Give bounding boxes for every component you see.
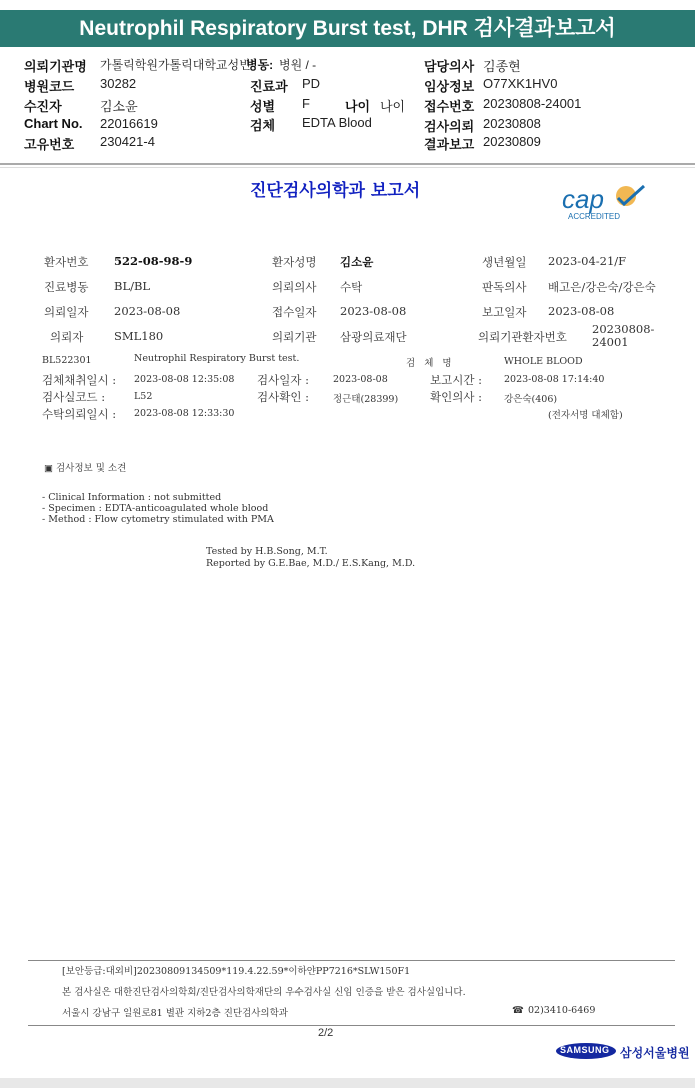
hospital-value: 가톨릭학원가톨릭대학교성빈 xyxy=(100,58,251,72)
patient-value: 김소윤 xyxy=(100,99,138,114)
cap-accredited-text: ACCREDITED xyxy=(568,212,621,221)
specimen-value: EDTA Blood xyxy=(302,115,372,130)
section-title: ▣ 검사정보 및 소견 xyxy=(44,463,127,474)
note-line: - Specimen : EDTA-anticoagulated whole blood xyxy=(42,503,269,514)
patient-label: 수진자 xyxy=(24,99,62,114)
reported-by: Reported by G.E.Bae, M.D./ E.S.Kang, M.D. xyxy=(206,558,416,569)
tested-by: Tested by H.B.Song, M.T. xyxy=(206,546,328,557)
grid-value: 2023-08-08 xyxy=(114,304,181,318)
test-code: BL522301 xyxy=(42,355,92,366)
chart-value: 22016619 xyxy=(100,116,158,131)
report-time-value: 2023-08-08 17:14:40 xyxy=(504,374,605,385)
bottom-bar xyxy=(0,1078,695,1088)
grid-value: BL/BL xyxy=(114,279,151,293)
grid-value: 522-08-98-9 xyxy=(114,254,193,268)
phone-number: 02)3410-6469 xyxy=(528,1005,596,1016)
hospital-label: 의뢰기관명 xyxy=(24,59,87,74)
confirm-doc-label: 확인의사 : xyxy=(430,390,482,404)
test-name: Neutrophil Respiratory Burst test. xyxy=(134,353,300,364)
ward-value: 병원 / - xyxy=(279,58,317,72)
specimen-name-value: WHOLE BLOOD xyxy=(504,356,583,367)
grid-value: 김소윤 xyxy=(340,255,374,269)
note-line: - Clinical Information : not submitted xyxy=(42,492,222,503)
lab-code-value: L52 xyxy=(134,391,153,402)
age-label: 나이 xyxy=(345,99,371,114)
age-value: 나이 xyxy=(380,99,406,114)
grid-value: 2023-04-21/F xyxy=(548,254,627,268)
requester-label: 의뢰자 xyxy=(50,330,84,344)
grid-label: 환자성명 xyxy=(272,255,317,269)
request-value: 20230808 xyxy=(483,116,541,131)
cert-line: 본 검사실은 대한진단검사의학회/진단검사의학재단의 우수검사실 신임 인증을 받은 검사실입니다. xyxy=(62,987,466,998)
req-pid-label: 의뢰기관환자번호 xyxy=(478,330,567,344)
confirm-label: 검사확인 : xyxy=(257,390,309,404)
dept-label: 진료과 xyxy=(250,79,288,94)
security-line: [보안등급:대외비]20230809134509*119.4.22.59*이하얀PP7216*SLW150F1 xyxy=(62,966,411,977)
specimen-name-label: 검 체 명 xyxy=(406,358,452,369)
note-line: - Method : Flow cytometry stimulated with PMA xyxy=(42,514,274,525)
samsung-logo xyxy=(556,1043,616,1059)
header-divider xyxy=(0,163,695,165)
grid-label: 진료병동 xyxy=(44,280,89,294)
grid-label: 의뢰일자 xyxy=(44,305,89,319)
grid-value: 수탁 xyxy=(340,280,363,294)
chart-label: Chart No. xyxy=(24,116,83,131)
cap-text: cap xyxy=(562,184,604,214)
esign-note: (전자서명 대체함) xyxy=(548,410,623,421)
accept-value: 2023-08-08 12:33:30 xyxy=(134,408,235,419)
confirm-doc-value: 강은숙(406) xyxy=(504,394,558,405)
grid-label: 환자번호 xyxy=(44,255,89,269)
grid-label: 생년월일 xyxy=(482,255,527,269)
clinical-label: 임상정보 xyxy=(424,79,475,94)
dept-value: PD xyxy=(302,76,321,91)
report-time-label: 보고시간 : xyxy=(430,373,482,387)
receipt-value: 20230808-24001 xyxy=(483,96,582,111)
req-pid-line2: 24001 xyxy=(592,335,629,349)
code-label: 병원코드 xyxy=(24,79,75,94)
lab-code-label: 검사실코드 : xyxy=(42,390,106,404)
grid-label: 의뢰의사 xyxy=(272,280,317,294)
accept-label: 수탁의뢰일시 : xyxy=(42,407,117,421)
header-divider-light xyxy=(0,167,695,168)
collect-label: 검체채취일시 : xyxy=(42,373,117,387)
cap-accredited-logo xyxy=(560,182,652,224)
report-date-value: 20230809 xyxy=(483,134,541,149)
req-org-value: 삼광의료재단 xyxy=(340,330,407,344)
receipt-label: 접수번호 xyxy=(424,99,475,114)
address-line: 서울시 강남구 일원로81 별관 지하2층 진단검사의학과 xyxy=(62,1008,288,1019)
ward-label: 병동: xyxy=(246,58,274,72)
req-pid-line1: 20230808- xyxy=(592,322,655,336)
phone-icon: ☎ xyxy=(512,1005,524,1016)
grid-value: 배고은/강은숙/강은숙 xyxy=(548,280,656,294)
doctor-label: 담당의사 xyxy=(424,59,475,74)
sex-value: F xyxy=(302,96,310,111)
confirm-value: 정근태(28399) xyxy=(333,394,399,405)
samsung-logo-text: SAMSUNG xyxy=(560,1045,610,1055)
grid-value: 2023-08-08 xyxy=(548,304,615,318)
unique-label: 고유번호 xyxy=(24,137,75,152)
grid-value: 2023-08-08 xyxy=(340,304,407,318)
report-header: Neutrophil Respiratory Burst test, DHR 검사결과보고서 xyxy=(0,10,695,47)
collect-value: 2023-08-08 12:35:08 xyxy=(134,374,235,385)
grid-label: 판독의사 xyxy=(482,280,527,294)
page-number: 2/2 xyxy=(318,1027,334,1039)
requester-value: SML180 xyxy=(114,329,164,343)
specimen-label: 검체 xyxy=(250,118,276,133)
doctor-value: 김종현 xyxy=(483,59,521,74)
test-date-label: 검사일자 : xyxy=(257,373,309,387)
grid-label: 접수일자 xyxy=(272,305,317,319)
sex-label: 성별 xyxy=(250,99,276,114)
req-org-label: 의뢰기관 xyxy=(272,330,317,344)
report-date-label: 결과보고 xyxy=(424,137,475,152)
clinical-value: O77XK1HV0 xyxy=(483,76,558,91)
report-title: 진단검사의학과 보고서 xyxy=(250,181,421,201)
test-date-value: 2023-08-08 xyxy=(333,374,388,385)
code-value: 30282 xyxy=(100,76,137,91)
hospital-logo-text: 삼성서울병원 xyxy=(620,1046,690,1060)
grid-label: 보고일자 xyxy=(482,305,527,319)
request-label: 검사의뢰 xyxy=(424,119,475,134)
unique-value: 230421-4 xyxy=(100,134,155,149)
